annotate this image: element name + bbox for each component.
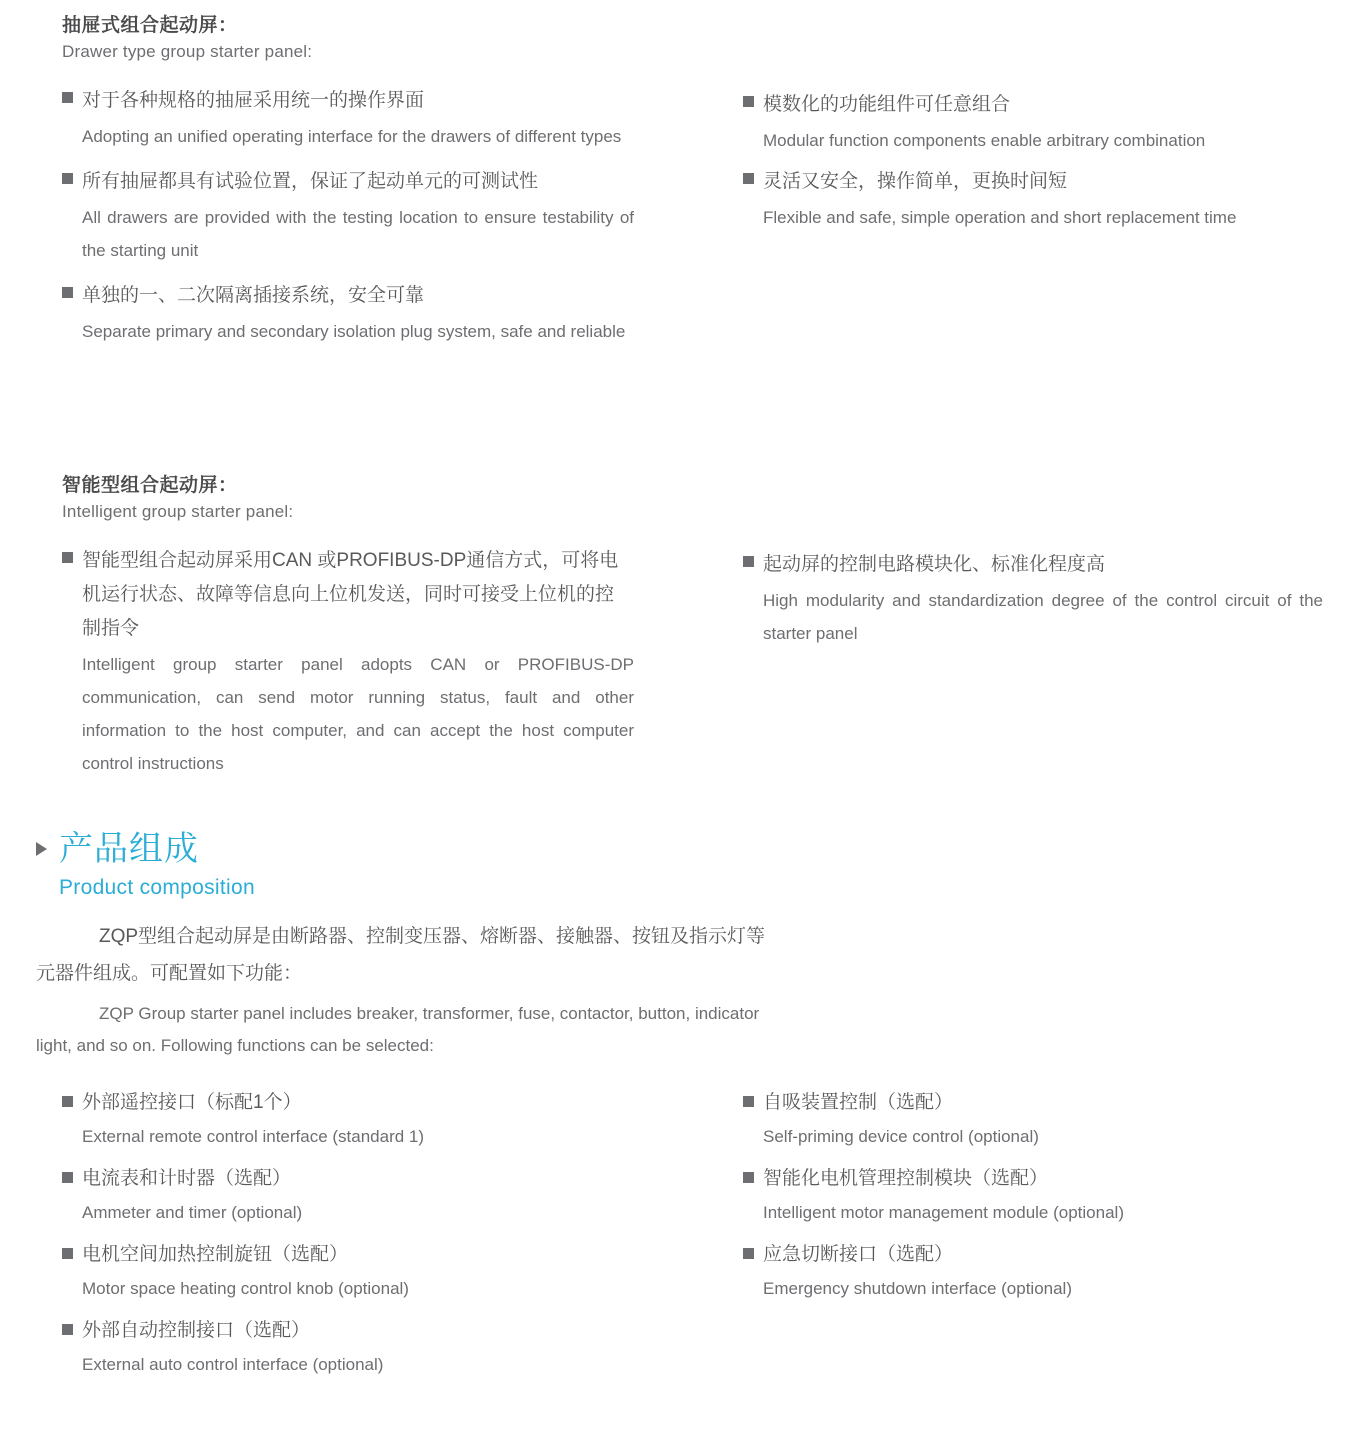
list-item-label-cn: 自吸装置控制（选配） [763, 1092, 954, 1113]
list-item-label-en: Intelligent motor management module (optional) [763, 1203, 1124, 1222]
list-item [743, 1164, 1343, 1228]
product-composition-title-en: Product composition [59, 876, 255, 899]
list-item-label-en: Modular function components enable arbitrary combination [763, 131, 1206, 150]
list-item-label-cn: 外部自动控制接口（选配） [82, 1320, 311, 1341]
product-left-column [62, 1088, 662, 1392]
list-item-label-cn: 模数化的功能组件可任意组合 [763, 94, 1011, 115]
list-item-label-en: Motor space heating control knob (optional) [82, 1279, 409, 1298]
list-item-label-en: Self-priming device control (optional) [763, 1127, 1039, 1146]
intelligent-panel-title-en: Intelligent group starter panel: [62, 502, 294, 521]
product-paragraph-en-line1: ZQP Group starter panel includes breaker, transformer, fuse, contactor, button, indicator [99, 1004, 760, 1023]
list-item-label-en: External remote control interface (standard 1) [82, 1127, 425, 1146]
list-item [62, 84, 647, 118]
list-item-label-cn: 智能化电机管理控制模块（选配） [763, 1168, 1049, 1189]
list-item-label-en: Separate primary and secondary isolation plug system, safe and reliable [82, 322, 626, 341]
list-item-label-en: Emergency shutdown interface (optional) [763, 1279, 1072, 1298]
list-item-label-en: All drawers are provided with the testing location to ensure testability of the starting unit [82, 208, 634, 260]
list-item-label-en: High modularity and standardization degree of the control circuit of the starter panel [763, 591, 1323, 643]
list-item-label-cn: 所有抽屉都具有试验位置，保证了起动单元的可测试性 [82, 171, 539, 192]
list-item [62, 1240, 662, 1304]
square-bullet-icon [62, 1096, 73, 1107]
square-bullet-icon [743, 1096, 754, 1107]
list-item-label-cn: 电机空间加热控制旋钮（选配） [82, 1244, 349, 1265]
list-item-label-cn: 应急切断接口（选配） [763, 1244, 954, 1265]
product-paragraph-cn-line1: ZQP型组合起动屏是由断路器、控制变压器、熔断器、接触器、按钮及指示灯等 [99, 926, 766, 947]
square-bullet-icon [743, 173, 754, 184]
list-item [62, 279, 647, 313]
list-item-label-en: Flexible and safe, simple operation and short replacement time [763, 208, 1237, 227]
list-item [743, 88, 1323, 122]
list-item [62, 165, 647, 199]
list-item-label-en: Intelligent group starter panel adopts CAN or PROFIBUS-DP communication, can send motor running status, fault and other information to the host computer, and can accept the host computer control instructions [82, 655, 634, 773]
list-item [743, 165, 1323, 199]
list-item-header [743, 1164, 1343, 1194]
drawer-panel-left-column [62, 10, 647, 348]
list-item-label-en: External auto control interface (optional) [82, 1355, 384, 1374]
list-item-header [62, 1088, 662, 1118]
square-bullet-icon [62, 287, 73, 298]
list-item-header [62, 1164, 662, 1194]
product-composition-title-cn: 产品组成 [59, 830, 199, 868]
list-item-header [743, 1088, 1343, 1118]
list-item-label-cn: 电流表和计时器（选配） [82, 1168, 292, 1189]
list-item [743, 1240, 1343, 1304]
square-bullet-icon [62, 1172, 73, 1183]
list-item-label-en: Adopting an unified operating interface for the drawers of different types [82, 127, 622, 146]
square-bullet-icon [743, 556, 754, 567]
list-item-label-cn: 对于各种规格的抽屉采用统一的操作界面 [82, 90, 425, 111]
square-bullet-icon [62, 552, 73, 563]
square-bullet-icon [62, 92, 73, 103]
drawer-panel-title-en: Drawer type group starter panel: [62, 42, 313, 61]
list-item [743, 548, 1323, 582]
list-item-label-cn: 外部遥控接口（标配1个） [82, 1092, 302, 1113]
list-item-label-cn: 单独的一、二次隔离插接系统，安全可靠 [82, 285, 425, 306]
product-paragraph-cn-line2: 元器件组成。可配置如下功能： [36, 963, 303, 984]
drawer-panel-title-cn: 抽屉式组合起动屏： [62, 15, 238, 36]
list-item [62, 544, 647, 646]
square-bullet-icon [743, 1248, 754, 1259]
list-item-label-cn: 智能型组合起动屏采用CAN 或PROFIBUS-DP通信方式，可将电机运行状态、故障等信息向上位机发送，同时可接受上位机的控制指令 [82, 550, 619, 639]
list-item [743, 1088, 1343, 1152]
drawer-panel-right-column [743, 88, 1323, 234]
list-item-label-en: Ammeter and timer (optional) [82, 1203, 303, 1222]
list-item-header [62, 1316, 662, 1346]
list-item-label-cn: 起动屏的控制电路模块化、标准化程度高 [763, 554, 1106, 575]
intelligent-panel-right-column [743, 548, 1323, 650]
intelligent-panel-left-column [62, 470, 647, 780]
square-bullet-icon [743, 96, 754, 107]
square-bullet-icon [743, 1172, 754, 1183]
square-bullet-icon [62, 1248, 73, 1259]
intelligent-panel-title-cn: 智能型组合起动屏： [62, 475, 238, 496]
list-item-header [62, 1240, 662, 1270]
product-composition-heading [36, 830, 1316, 868]
list-item-header [743, 1240, 1343, 1270]
list-item [62, 1164, 662, 1228]
section-intelligent-panel [0, 470, 1349, 800]
list-item [62, 1316, 662, 1380]
list-item [62, 1088, 662, 1152]
triangle-marker-icon [36, 842, 47, 856]
square-bullet-icon [62, 1324, 73, 1335]
section-drawer-panel [0, 10, 1349, 440]
product-paragraph-en-line2: light, and so on. Following functions can be selected: [36, 1036, 434, 1055]
product-right-column [743, 1088, 1343, 1316]
list-item-label-cn: 灵活又安全，操作简单，更换时间短 [763, 171, 1068, 192]
